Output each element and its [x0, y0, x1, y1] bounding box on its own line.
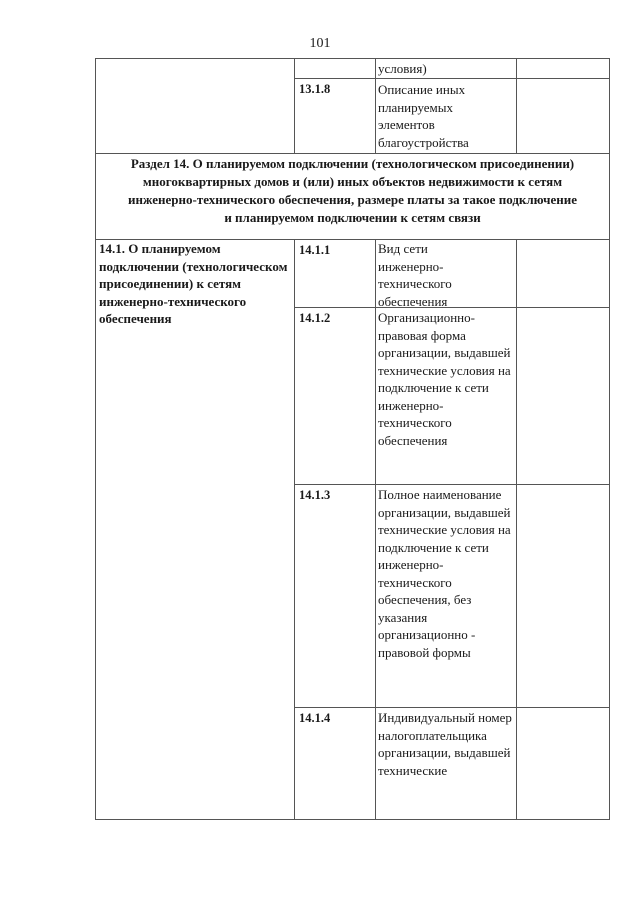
row-code: 14.1.4	[299, 711, 331, 725]
continued-description: условия)	[378, 61, 427, 76]
row-code: 13.1.8	[299, 82, 331, 96]
subsection-title: 14.1. О планируемом подключении (технологическом присоединении) к сетям инженерно-технического обеспечения	[99, 241, 288, 326]
row-code: 14.1.3	[299, 488, 331, 502]
disclosure-table	[95, 58, 610, 820]
row-description: Организационно-правовая форма организации, выдавшей технические условия на подключение к сети инженерно-технического обеспечения	[378, 310, 511, 448]
row-description: Индивидуальный номер налогоплательщика организации, выдавшей технические	[378, 710, 512, 778]
row-code: 14.1.2	[299, 311, 331, 325]
row-code: 14.1.1	[299, 243, 331, 257]
row-description: Описание иных планируемых элементов благоустройства	[378, 82, 469, 150]
section-header: Раздел 14. О планируемом подключении (технологическом присоединении) многоквартирных домов и (или) иных объектов недвижимости к сетям инженерно-технического обеспечения, размере платы за такое подключение и планируемом подключении к сетям связи	[128, 156, 577, 225]
page-number: 101	[309, 36, 331, 51]
row-description: Вид сети инженерно-технического обеспечения	[378, 241, 452, 309]
row-description: Полное наименование организации, выдавшей технические условия на подключение к сети инженерно-технического обеспечения, без указания организационно - правовой формы	[378, 487, 511, 660]
